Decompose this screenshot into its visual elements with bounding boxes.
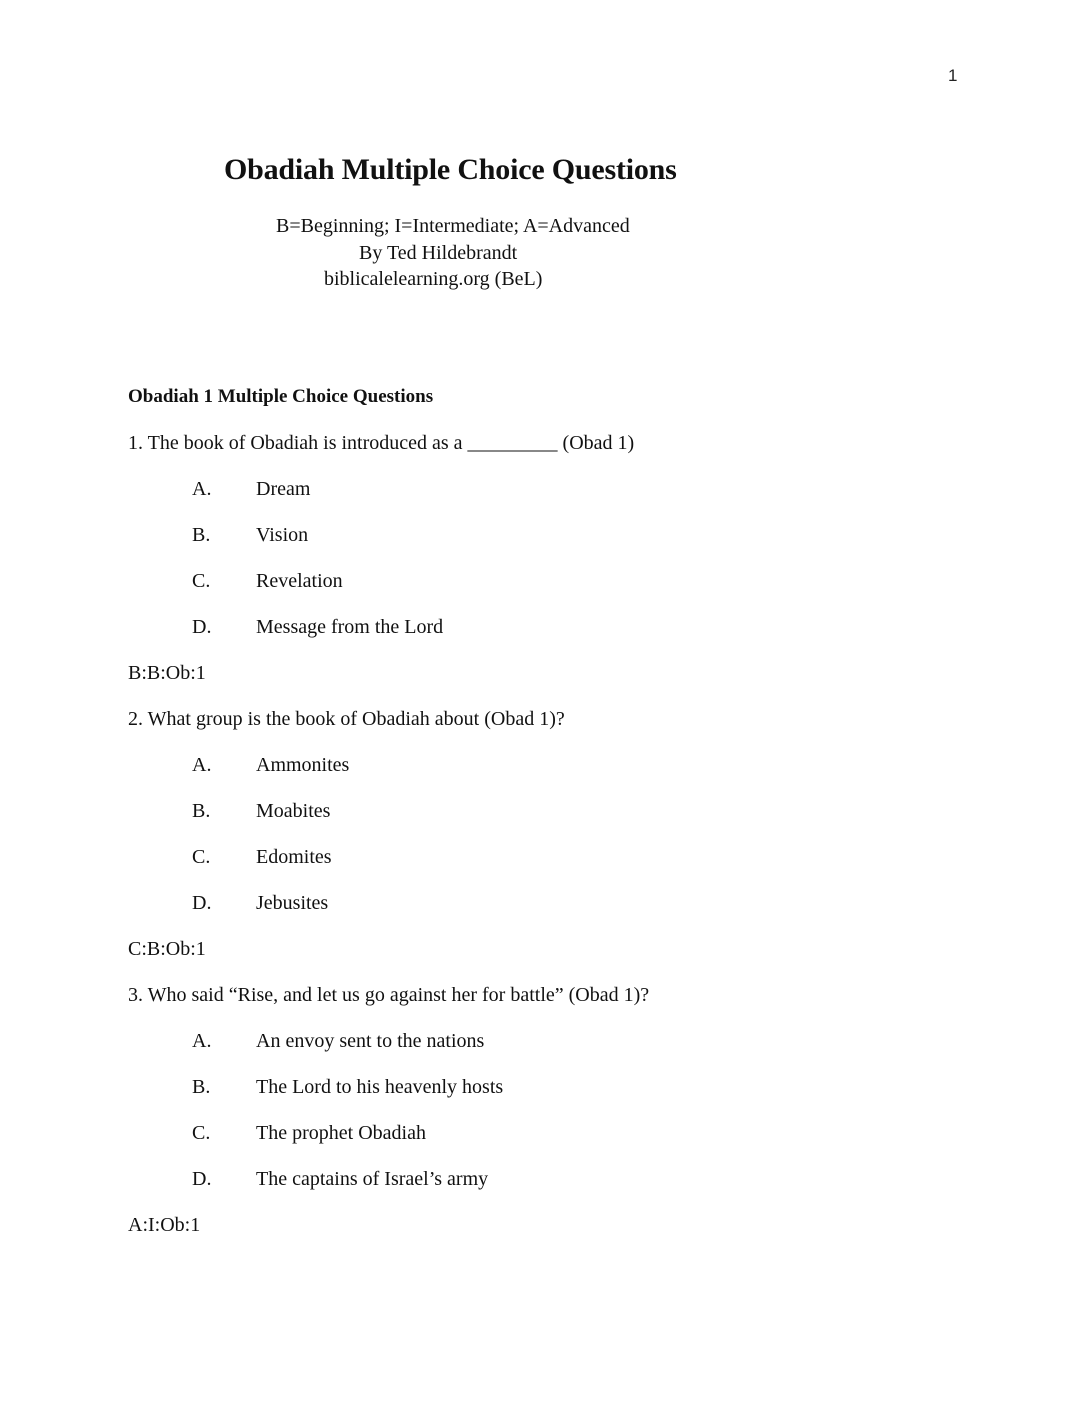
option-text: The prophet Obadiah xyxy=(256,1122,426,1144)
section-heading: Obadiah 1 Multiple Choice Questions xyxy=(128,386,434,407)
option-letter: C. xyxy=(192,1122,211,1144)
option-letter: A. xyxy=(192,754,212,776)
option-letter: D. xyxy=(192,892,212,914)
website-line: biblicalelearning.org (BeL) xyxy=(324,268,543,290)
option-text: Moabites xyxy=(256,800,331,822)
option-letter: A. xyxy=(192,1030,212,1052)
option-text: Vision xyxy=(256,524,309,546)
question-2-text: 2. What group is the book of Obadiah about (Obad 1)? xyxy=(128,708,565,730)
option-text: Dream xyxy=(256,478,311,500)
difficulty-legend: B=Beginning; I=Intermediate; A=Advanced xyxy=(276,215,630,237)
question-2-answer-code: C:B:Ob:1 xyxy=(128,938,206,960)
option-text: Jebusites xyxy=(256,892,329,914)
question-1-text: 1. The book of Obadiah is introduced as a _________ (Obad 1) xyxy=(128,432,635,454)
option-letter: D. xyxy=(192,1168,212,1190)
question-3-answer-code: A:I:Ob:1 xyxy=(128,1214,201,1236)
option-letter: B. xyxy=(192,800,211,822)
option-text: Ammonites xyxy=(256,754,350,776)
question-3-text: 3. Who said “Rise, and let us go against her for battle” (Obad 1)? xyxy=(128,984,650,1006)
author-line: By Ted Hildebrandt xyxy=(359,242,518,264)
option-text: The captains of Israel’s army xyxy=(256,1168,489,1190)
option-letter: C. xyxy=(192,846,211,868)
option-letter: C. xyxy=(192,570,211,592)
option-text: An envoy sent to the nations xyxy=(256,1030,485,1052)
document-title: Obadiah Multiple Choice Questions xyxy=(224,153,677,186)
page-number: 1 xyxy=(948,66,958,85)
question-1-answer-code: B:B:Ob:1 xyxy=(128,662,206,684)
option-text: Edomites xyxy=(256,846,332,868)
option-letter: D. xyxy=(192,616,212,638)
option-text: Message from the Lord xyxy=(256,616,444,638)
option-text: Revelation xyxy=(256,570,343,592)
option-letter: B. xyxy=(192,524,211,546)
option-text: The Lord to his heavenly hosts xyxy=(256,1076,504,1098)
option-letter: A. xyxy=(192,478,212,500)
option-letter: B. xyxy=(192,1076,211,1098)
